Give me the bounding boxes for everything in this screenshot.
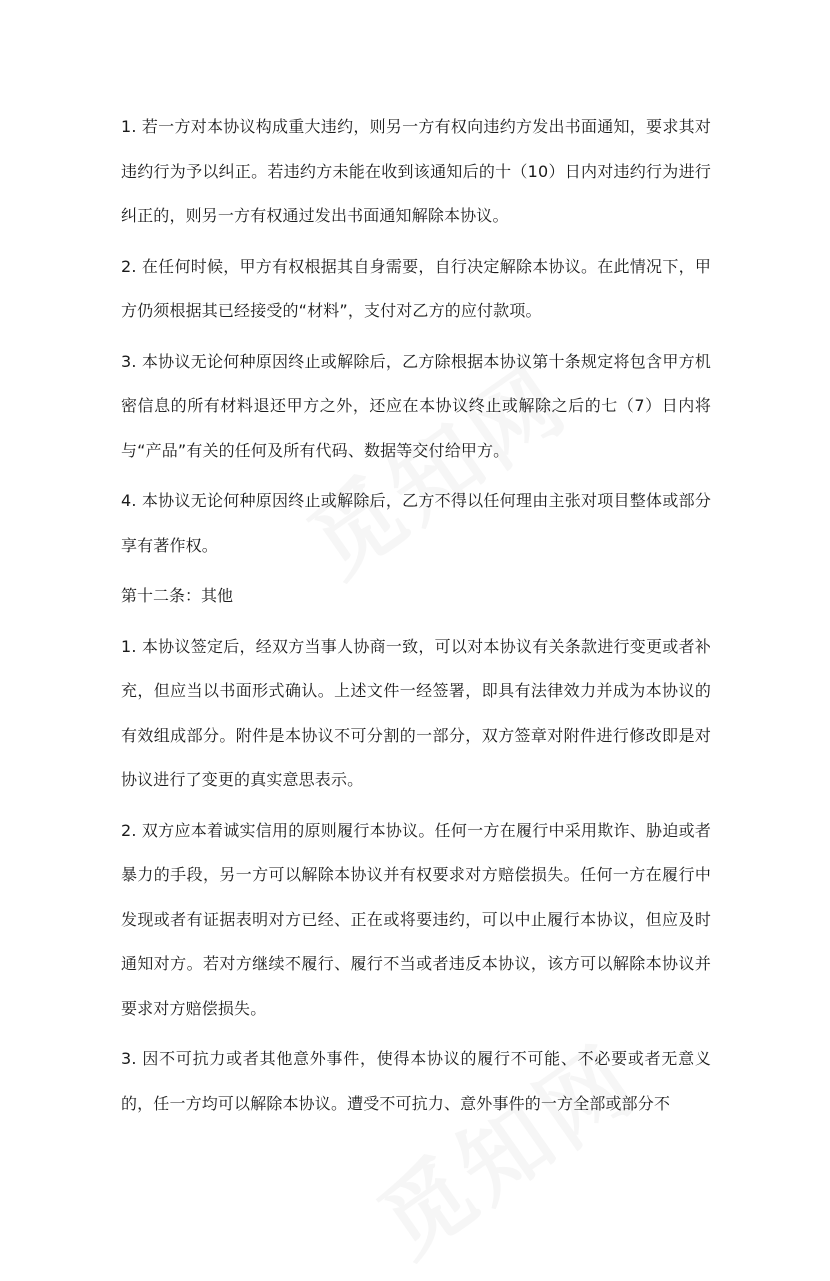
clause-paragraph: 2. 双方应本着诚实信用的原则履行本协议。任何一方在履行中采用欺诈、胁迫或者暴力的手段，另一方可以解除本协议并有权要求对方赔偿损失。任何一方在履行中发现或者有证据表明对方已经、正在或将要违约，可以中止履行本协议，但应及时通知对方。若对方继续不履行、履行不当或者违反本协议，该方可以解除本协议并要求对方赔偿损失。 (121, 820, 711, 1018)
clause-paragraph: 2. 在任何时候，甲方有权根据其自身需要，自行决定解除本协议。在此情况下，甲方仍须根据其已经接受的“材料”，支付对乙方的应付款项。 (121, 256, 711, 320)
section-heading: 第十二条：其他 (121, 586, 234, 605)
document-body (121, 105, 711, 1132)
clause-paragraph: 4. 本协议无论何种原因终止或解除后，乙方不得以任何理由主张对项目整体或部分享有著作权。 (121, 491, 711, 555)
clause-paragraph: 1. 本协议签定后，经双方当事人协商一致，可以对本协议有关条款进行变更或者补充，但应当以书面形式确认。上述文件一经签署，即具有法律效力并成为本协议的有效组成部分。附件是本协议不可分割的一部分，双方签章对附件进行修改即是对协议进行了变更的真实意思表示。 (121, 636, 711, 789)
clause-paragraph: 3. 本协议无论何种原因终止或解除后，乙方除根据本协议第十条规定将包含甲方机密信息的所有材料退还甲方之外，还应在本协议终止或解除之后的七（7）日内将与“产品”有关的任何及所有代码、数据等交付给甲方。 (121, 351, 711, 460)
clause-paragraph: 3. 因不可抗力或者其他意外事件，使得本协议的履行不可能、不必要或者无意义的，任一方均可以解除本协议。遭受不可抗力、意外事件的一方全部或部分不 (121, 1049, 711, 1113)
clause-paragraph: 1. 若一方对本协议构成重大违约，则另一方有权向违约方发出书面通知，要求其对违约行为予以纠正。若违约方未能在收到该通知后的十（10）日内对违约行为进行纠正的，则另一方有权通过发出书面通知解除本协议。 (121, 117, 711, 225)
